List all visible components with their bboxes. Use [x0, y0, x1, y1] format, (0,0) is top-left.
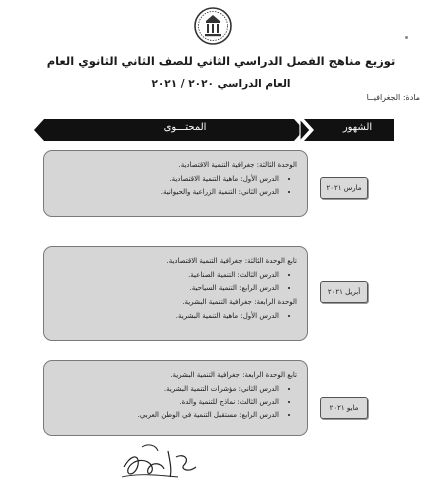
lesson-item: • الدرس الأول: ماهية التنمية البشرية. [54, 310, 279, 322]
lesson-list [54, 310, 297, 322]
content-column-header: المحتـــوى [163, 122, 207, 133]
lesson-item: • الدرس الثاني: مؤشرات التنمية البشرية. [54, 383, 279, 395]
content-box-may [43, 360, 308, 436]
lesson-item: • الدرس الثالث: نماذج للتنمية والدة. [54, 396, 279, 408]
lesson-item: • الدرس الثالث: التنمية الصناعية. [54, 269, 279, 281]
content-box-april [43, 246, 308, 341]
school-year: العام الدراسي ٢٠٢٠ / ٢٠٢١ [151, 78, 291, 90]
subject-label: مادة: الجغرافيــا [366, 93, 420, 102]
unit-heading: تابع الوحدة الرابعة: جغرافية التنمية البشرية. [170, 371, 297, 379]
document-title: توزيع مناهج الفصل الدراسي الثاني للصف الثاني الثانوي العام [46, 54, 396, 68]
handwritten-signature [118, 437, 200, 482]
ministry-logo [193, 6, 233, 46]
month-column-header: الشهور [342, 122, 373, 133]
unit-heading: الوحدة الرابعة: جغرافية التنمية البشرية. [182, 298, 297, 306]
content-box-march [43, 150, 308, 217]
unit-heading: تابع الوحدة الثالثة: جغرافية التنمية الاقتصادية. [166, 257, 297, 265]
lesson-item: • الدرس الأول: ماهية التنمية الاقتصادية. [54, 173, 279, 185]
month-label-april: أبريل ٢٠٢١ [320, 281, 368, 303]
month-label-march: مارس ٢٠٢١ [320, 177, 368, 199]
lesson-item: • الدرس الرابع: مستقبل التنمية في الوطن العربي. [54, 409, 279, 421]
lesson-list [54, 269, 297, 294]
scan-speck [405, 36, 408, 39]
lesson-list [54, 173, 297, 198]
lesson-item: • الدرس الرابع: التنمية السياحية. [54, 282, 279, 294]
lesson-list [54, 383, 297, 421]
month-label-may: مايو ٢٠٢١ [320, 397, 368, 419]
lesson-item: • الدرس الثاني: التنمية الزراعية والحيوانية. [54, 186, 279, 198]
unit-heading: الوحدة الثالثة: جغرافية التنمية الاقتصادية. [178, 161, 297, 169]
